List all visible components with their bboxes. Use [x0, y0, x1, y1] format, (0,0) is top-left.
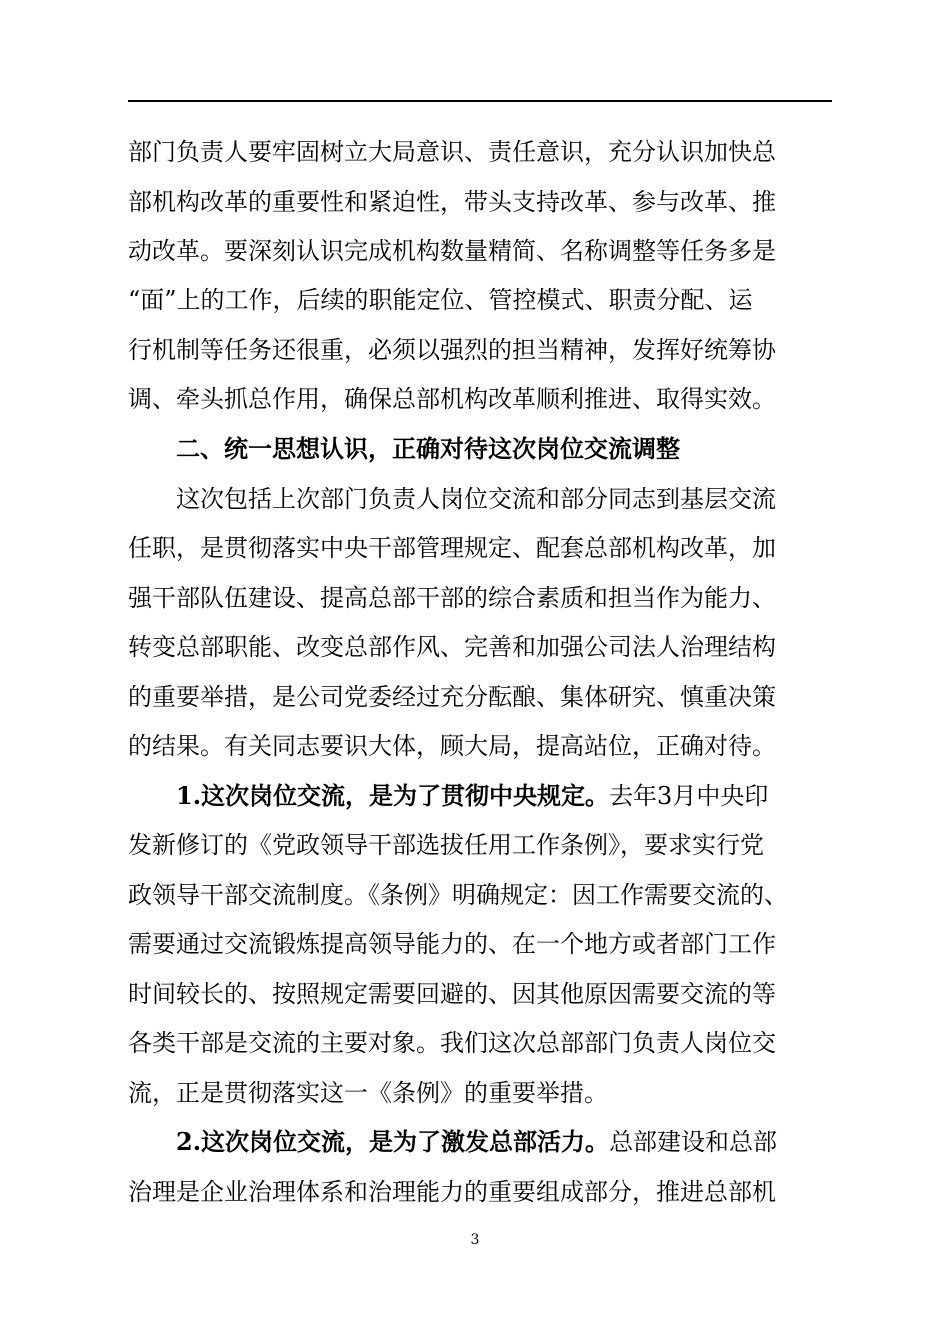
item-2-lead: 2.这次岗位交流，是为了激发总部活力。: [176, 1127, 610, 1156]
text-line: 的重要举措，是公司党委经过充分酝酿、集体研究、慎重决策: [128, 683, 776, 711]
item-2-lead-rest: 总部建设和总部: [609, 1128, 778, 1156]
item-1-first-line: [176, 780, 832, 812]
page-number: 3: [470, 1232, 480, 1248]
text-line: 需要通过交流锻炼提高领导能力的、在一个地方或者部门工作: [128, 930, 776, 958]
text-line: 任职，是贯彻落实中央干部管理规定、配套总部机构改革，加: [128, 534, 776, 562]
item-1-lead-rest: 去年3月中央印: [609, 782, 769, 810]
text-line: 流，正是贯彻落实这一《条例》的重要举措。: [128, 1079, 608, 1107]
text-line: 的结果。有关同志要识大体，顾大局，提高站位，正确对待。: [128, 732, 776, 760]
text-line: 政领导干部交流制度。《条例》明确规定：因工作需要交流的、: [128, 881, 788, 909]
text-line: “面”上的工作，后续的职能定位、管控模式、职责分配、运: [128, 286, 753, 314]
header-rule: [128, 100, 832, 102]
text-line: 转变总部职能、改变总部作风、完善和加强公司法人治理结构: [128, 633, 776, 661]
section-heading: 二、统一思想认识，正确对待这次岗位交流调整: [176, 435, 680, 463]
text-line: 部门负责人要牢固树立大局意识、责任意识，充分认识加快总: [128, 138, 776, 166]
text-line: 这次包括上次部门负责人岗位交流和部分同志到基层交流: [176, 485, 776, 513]
text-line: 时间较长的、按照规定需要回避的、因其他原因需要交流的等: [128, 980, 776, 1008]
text-line: 行机制等任务还很重，必须以强烈的担当精神，发挥好统筹协: [128, 336, 776, 364]
text-line: 部机构改革的重要性和紧迫性，带头支持改革、参与改革、推: [128, 188, 776, 216]
text-line: 调、牵头抓总作用，确保总部机构改革顺利推进、取得实效。: [128, 385, 776, 413]
item-2-first-line: [176, 1126, 832, 1158]
text-line: 动改革。要深刻认识完成机构数量精简、名称调整等任务多是: [128, 237, 776, 265]
item-1-lead: 1.这次岗位交流，是为了贯彻中央规定。: [176, 781, 610, 810]
text-line: 强干部队伍建设、提高总部干部的综合素质和担当作为能力、: [128, 584, 776, 612]
text-line: 治理是企业治理体系和治理能力的重要组成部分，推进总部机: [128, 1178, 776, 1206]
text-line: 各类干部是交流的主要对象。我们这次总部部门负责人岗位交: [128, 1029, 776, 1057]
text-line: 发新修订的《党政领导干部选拔任用工作条例》，要求实行党: [128, 831, 764, 859]
